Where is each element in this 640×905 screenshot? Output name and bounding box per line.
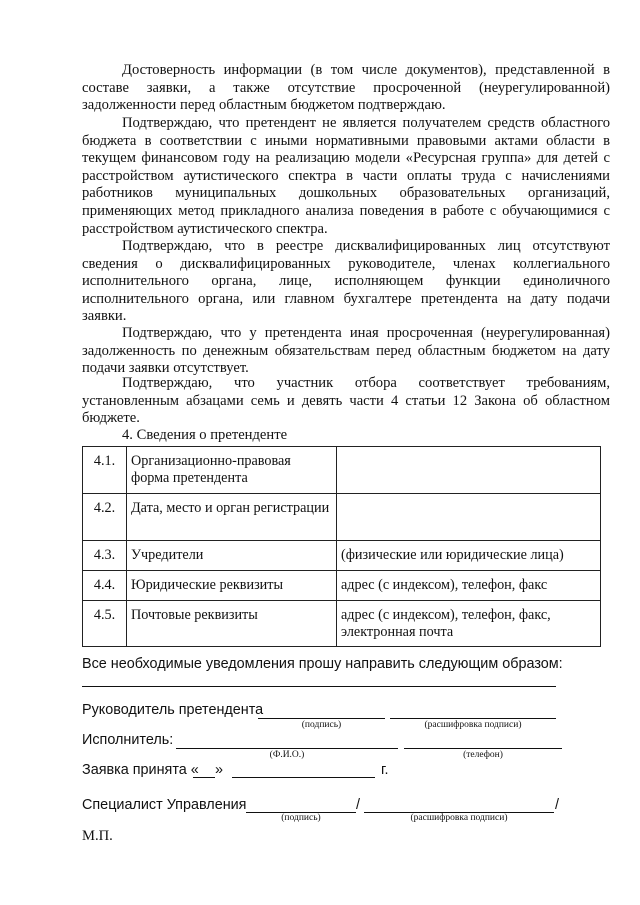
- notice-blank-line[interactable]: [82, 686, 556, 687]
- executor-name-line[interactable]: [176, 748, 398, 749]
- head-decoding-line[interactable]: [390, 718, 556, 719]
- row-label: Дата, место и орган регистрации: [127, 494, 337, 541]
- table-row: [83, 541, 601, 571]
- row-label: Учредители: [127, 541, 337, 571]
- accepted-day-line[interactable]: [193, 777, 215, 778]
- row-label: Организационно-правовая форма претендента: [127, 447, 337, 494]
- row-value[interactable]: (физические или юридические лица): [337, 541, 601, 571]
- table-row: [83, 494, 601, 541]
- row-label: Юридические реквизиты: [127, 571, 337, 601]
- seal-mark: М.П.: [82, 828, 113, 844]
- row-number: 4.2.: [83, 494, 127, 541]
- specialist-signature-caption: (подпись): [281, 813, 321, 823]
- table-row: [83, 571, 601, 601]
- table-row: [83, 601, 601, 647]
- section-title: 4. Сведения о претенденте: [122, 427, 288, 443]
- row-value[interactable]: [337, 494, 601, 541]
- specialist-slash-2: /: [555, 797, 559, 813]
- paragraph-requirements: Подтверждаю, что участник отбора соответствует требованиям, установленным абзацами семь и девять части 4 статьи 12 Закона об областном бюджете.: [82, 375, 610, 427]
- table-row: [83, 447, 601, 494]
- specialist-decoding-caption: (расшифровка подписи): [410, 813, 508, 823]
- accepted-month-line[interactable]: [232, 777, 375, 778]
- row-label: Почтовые реквизиты: [127, 601, 337, 647]
- row-number: 4.1.: [83, 447, 127, 494]
- paragraph-reliability: Достоверность информации (в том числе документов), представленной в составе заявки, а также отсутствие просроченной (неурегулированной) задолженности перед областным бюджетом подтверждаю.: [82, 62, 610, 114]
- row-number: 4.5.: [83, 601, 127, 647]
- executor-phone-line[interactable]: [404, 748, 562, 749]
- head-label: Руководитель претендента: [82, 702, 264, 718]
- paragraph-disqualified-registry: Подтверждаю, что в реестре дисквалифицированных лиц отсутствуют сведения о дисквалифицированных руководителе, членах коллегиального исполнительного органа, лице, исполняющем функции единоличного исполнительного органа, или главном бухгалтере претендента на дату подачи заявки.: [82, 238, 610, 325]
- accepted-mid: »: [215, 762, 224, 778]
- accepted-prefix: Заявка принята «: [82, 762, 199, 778]
- specialist-slash-1: /: [356, 797, 360, 813]
- row-value[interactable]: адрес (с индексом), телефон, факс: [337, 571, 601, 601]
- head-signature-line[interactable]: [258, 718, 385, 719]
- specialist-label: Специалист Управления: [82, 797, 247, 813]
- row-number: 4.4.: [83, 571, 127, 601]
- row-value[interactable]: [337, 447, 601, 494]
- row-value[interactable]: адрес (с индексом), телефон, факс, электронная почта: [337, 601, 601, 647]
- accepted-suffix: г.: [381, 762, 389, 778]
- paragraph-no-budget-funds: Подтверждаю, что претендент не является получателем средств областного бюджета в соответствии с иными нормативными правовыми актами области в текущем финансовом году на реализацию модели «Ресурсная группа» для детей с расстройством аутистического спектра в части оплаты труда с начислениями работников муниципальных дошкольных образовательных организаций, применяющих метод прикладного анализа поведения в работе с обучающимися с расстройством аутистического спектра.: [82, 115, 610, 237]
- executor-label: Исполнитель:: [82, 732, 174, 748]
- paragraph-no-overdue-debt: Подтверждаю, что у претендента иная просроченная (неурегулированная) задолженность по денежным обязательствам перед областным бюджетом на дату подачи заявки отсутствует.: [82, 325, 610, 377]
- head-decoding-caption: (расшифровка подписи): [424, 720, 522, 730]
- applicant-info-table: [82, 446, 601, 647]
- row-number: 4.3.: [83, 541, 127, 571]
- executor-phone-caption: (телефон): [463, 750, 503, 760]
- executor-fio-caption: (Ф.И.О.): [269, 750, 305, 760]
- head-signature-caption: (подпись): [301, 720, 342, 730]
- notice-instruction: Все необходимые уведомления прошу направить следующим образом:: [82, 656, 563, 672]
